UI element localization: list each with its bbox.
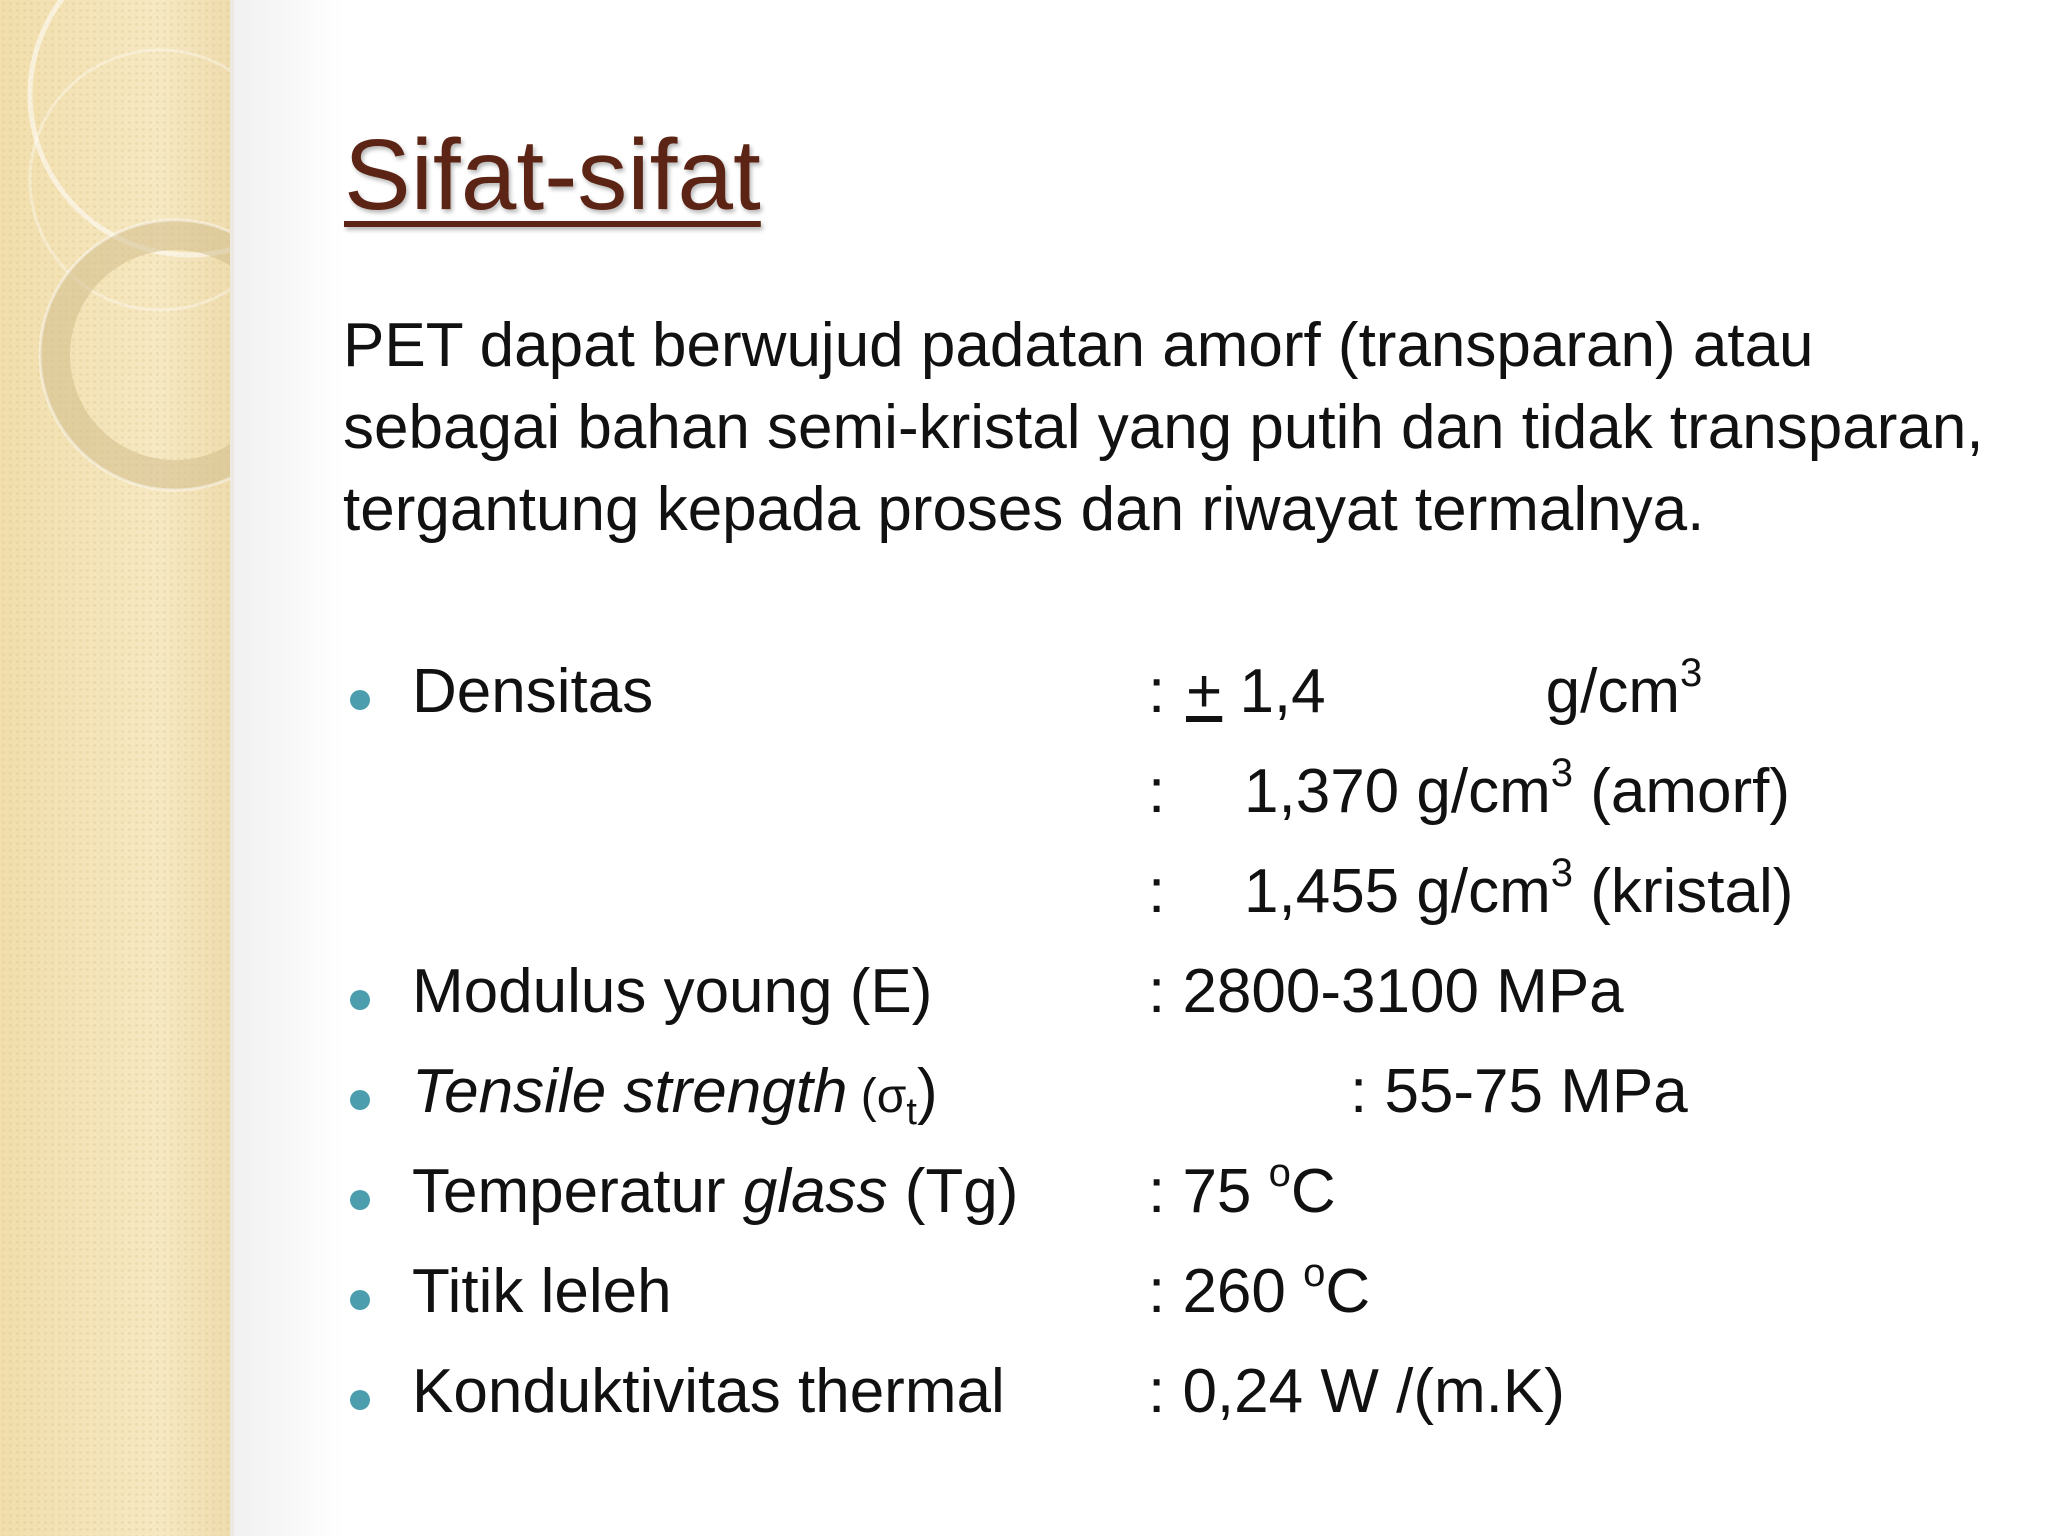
bullet-icon xyxy=(350,1290,370,1310)
density-label: Densitas xyxy=(412,657,654,726)
conductivity-label: Konduktivitas thermal xyxy=(412,1357,1005,1426)
modulus-label: Modulus young (E) xyxy=(412,957,933,1026)
glass-temp-label: Temperatur glass (Tg) xyxy=(412,1157,1019,1226)
modulus-value: : 2800-3100 MPa xyxy=(1148,957,1624,1026)
melting-label: Titik leleh xyxy=(412,1257,672,1326)
list-item-tensile xyxy=(350,1050,2000,1150)
density-kristal-value: : 1,455 $g/cm^3$ (kristal) xyxy=(1148,851,1794,926)
density-amorf-value: : 1,370 $g/cm^3$ (amorf) xyxy=(1148,751,1790,826)
intro-paragraph: PET dapat berwujud padatan amorf (transparan) atau sebagai bahan semi-kristal yang putih dan tidak transparan, tergantung kepada proses dan riwayat termalnya. xyxy=(343,311,1984,544)
melting-value: : 260 $^o$C xyxy=(1148,1251,1371,1326)
list-item-conductivity xyxy=(350,1350,2000,1450)
slide-title: Sifat-sifat xyxy=(344,119,761,231)
list-item-density xyxy=(350,650,2000,750)
list-item-melting xyxy=(350,1250,2000,1350)
tensile-label: Tensile strength (σt) xyxy=(412,1057,938,1133)
glass-temp-value: : 75 $^o$C xyxy=(1148,1151,1336,1226)
density-value: : + 1,4 $g/cm^3$ xyxy=(1148,651,1703,726)
conductivity-value: : 0,24 W /(m.K) xyxy=(1148,1357,1565,1426)
decorative-rings xyxy=(0,0,230,1536)
decorative-sidebar xyxy=(0,0,234,1536)
bullet-icon xyxy=(350,690,370,710)
tensile-value: : 55-75 MPa xyxy=(1350,1057,1688,1126)
list-item-density-kristal xyxy=(350,850,2000,950)
bullet-icon xyxy=(350,1090,370,1110)
bullet-icon xyxy=(350,1190,370,1210)
plus-minus-sign: + xyxy=(1186,657,1223,726)
list-item-glass-temp xyxy=(350,1150,2000,1250)
list-item-density-amorf xyxy=(350,750,2000,850)
slide-edge-shade xyxy=(234,0,344,1536)
property-list xyxy=(350,650,2000,1450)
bullet-icon xyxy=(350,1390,370,1410)
bullet-icon xyxy=(350,990,370,1010)
list-item-modulus xyxy=(350,950,2000,1050)
